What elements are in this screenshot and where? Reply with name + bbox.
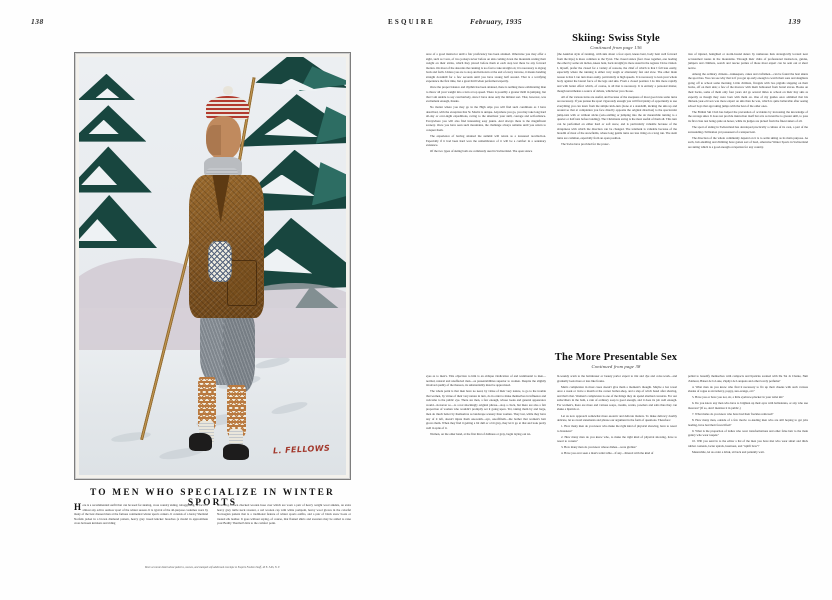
paragraph: 10. Will you send in to the editor a list of the men you have met who wear smart and thick rubber contents, lacier spirals, lussitoux, and "uplift bras"? xyxy=(688,439,808,448)
left-article-title: TO MEN WHO SPECIALIZE IN WINTER SPORTS xyxy=(89,488,336,508)
cap-pompom xyxy=(223,86,233,95)
article-1-continued: Continued from page 136 xyxy=(590,45,642,50)
paragraph: The British Ski Club has helped the prevention of accidents by increasing the knowledge of the average skier. It does not provide instruction itself but acts as incentive to greater skill, to pass its first class test being quite an honor, while its judges are picked from the finest skiers of all. xyxy=(688,109,808,123)
paragraph: The sport of skiing in Switzerland has developed practically a culture of its own, a part of the surrounding civilization yet possessed of a unique bent. xyxy=(688,124,808,134)
article-2-title: The More Presentable Sex xyxy=(554,352,678,363)
article-1-column-1 xyxy=(426,52,546,342)
left-article-columns xyxy=(74,503,351,561)
dropcap: H xyxy=(74,502,82,512)
paragraph: 9. What is the proportion of ladies who wear transformations and other false hair to the male gentry who wear toupés? xyxy=(688,428,808,438)
paragraph: The direction of the whole community depend on it is to settle skiing as its main purpose. As such, bob-sledding and climbing have gotten sort of bred, otherwise Winter Sports in Switzerland are skiing which is a good enough occupation for any country. xyxy=(688,135,808,149)
glove-pattern xyxy=(208,241,231,281)
right-page xyxy=(400,0,832,600)
paragraph: eyes as to men's. This objection to him is an oblique vindication of and testimonial to men—normal, natural and unaffected men—as presentabilities superior to women. Despite the slightly involved quality of the thereon, its substantiality must be appreciated. xyxy=(426,374,546,388)
article-2-column-1 xyxy=(426,374,546,574)
paragraph: 7. What males do you know who have had their freckles removed? xyxy=(692,411,774,416)
paragraph: Of the two types of skiing both are commonly used in Switzerland. The open stance xyxy=(430,149,533,154)
article-2-column-3 xyxy=(688,374,808,574)
skier-illustration xyxy=(79,57,346,475)
article-1-column-2 xyxy=(557,52,677,342)
paragraph: 1. How many men do you know who make the right kind of physical showing, have to resort to brassiere? xyxy=(557,424,677,433)
paragraph: Among the ordinary citizens—innkeepers, cakes and craftsmen—can be found the best skiers the sport has. You can see why that is if you get up early enough to watch their sons and daughters going off to school some morning. Little children, fiveguls with two pigtails slapping on their backs, off on their skis; a few of the morrow with them ballooned from barrel staves. Books on their backs, some of them only four years old go several miles to school on their tiny skis as expertly as though they were born with them on. One of my guides once admitted that his thirteen-year-old son was more expert on skis than he was, which is quite believable after seeing school boys that age taking jumps with the best of the older ones. xyxy=(688,71,808,108)
left-page xyxy=(0,0,400,600)
article-1-heading xyxy=(426,33,806,50)
paragraph: bi-weekly scam to the hairdresser or beauty parlor expert to tint and dye and color-wash—and gradually look more or less like freaks. xyxy=(557,374,677,383)
article-1-column-3 xyxy=(688,52,808,342)
skier-figure xyxy=(180,90,287,458)
paragraph: Women, on the other hand, at the first hint of dullness or gray, begin laying out toi- xyxy=(430,431,532,436)
paragraph: 6. Do you know any men who have to brighten up their eyes with belladonna, or any who use mascara? (If so, don't mention it in public.) xyxy=(688,401,808,410)
folio-right: 139 xyxy=(788,17,801,26)
left-article-body-2: breeches), brown checked woolen hose over which are worn a pair of heavy weight wool anklets, an extra heavy grey turtle neck sweater, a red woolen cap with white pompom, heavy wool gloves in the colorful Norwegian pattern that is a traditional feature of winter sports outfits, and a pair of black snow boots or treated elk leather. It goes without saying, of course, that flannel shirts and sweaters may be added to raise your Bodily Thermal Units to the comfort point. xyxy=(217,503,351,526)
paragraph: The experience of having attained the summit will return as a treasured recollection. Especially if it had been hard won the remembrance of it will be a comfort in a sedentary existence. xyxy=(426,134,546,148)
paragraph: 2. How many men do you know who, to make the right kind of physical showing, have to resort to corsets? xyxy=(557,434,677,444)
folio-left: 138 xyxy=(31,17,44,26)
face-shadow xyxy=(206,125,221,154)
paragraph: No matter where you may go in the High Alps you will find such conditions as I have described, with the exception that St. Moritz is unique. Anywhere you go, you may take long hard all-day or over-night expeditions, racing to the uttermost your skill, courage and self-reliance. Everywhere you will also find interesting easy jaunts. And always there is the magnificent scenery. Once you have seen such mountains, the challenge always remains until you return to conquer them. xyxy=(426,105,546,132)
left-article-column-1 xyxy=(74,503,208,561)
article-2-continued: Continued from page 38 xyxy=(591,364,641,369)
paragraph: The Swiss have provided for the protec- xyxy=(561,141,610,146)
paragraph: Meanwhile, let us order a drink, sit back and patiently wait. xyxy=(692,449,765,454)
paragraph: Once the proper balance and rhythm has been attained, there is nothing more exhilarating than to throw all your weight into a turn at top speed. There is possibly a greater thrill in jumping, but that I am unable to say conclusively, since I have done only the mildest sort. That, however, was excitement enough, thanks. xyxy=(426,85,546,104)
artist-signature: L. FELLOWS xyxy=(272,443,331,456)
paragraph: The whole point is that men have no need, by virtue of their very nature, to go to the trouble that women, by virtue of their very nature in turn, do in order to make themselves in influence and welcome to the public eye. There are men, a few enough, whose looks and general appearance would—however so—to a not shockingly original phrase—stop a clock, but there are also a fair proportion of women who wouldn't promptly set it going upon. Yet, taking them by and large, men do much better by themselves as landscape scenery than women. They last, while they have any of it left, doesn't injure them one-tenth—aye, one-fiftieth—the bother that women's hair grows them. When they find it getting a bit dull or a bit gray, they let it go at that and look pretty well in spite of it. xyxy=(426,389,546,430)
paragraph: 4. Have you ever seen a man's toilet table—if any—littered with the kind of xyxy=(561,451,654,456)
paragraph: tion of injured, benighted or storm-bound skiers by numerous huts strategically located near accustomed routes in the mountains. Through their clubs of professional instructors, guides, jumpers and climbers, search and rescue parties of those most expert can be sent out at short notice. xyxy=(688,52,808,70)
breeches-right xyxy=(223,311,255,392)
boot-right xyxy=(223,444,249,461)
issue-date: February, 1935 xyxy=(470,17,522,26)
illustration-frame xyxy=(74,52,351,480)
paragraph: (the Austrian style of running, with skis about a foot apart, knees bent, body bent well forward from the hips) is more common to the Tyrol. The closed stance (feet close together, one leading the other by some six inches, knees bent, back straight) is more usual in the regions I have visited. I, myself, prefer the closed for a variety of reasons, the chief of which is that I fall less easily, especially where the running is either very tough or alternately fast and slow. The other main reason is that I can turn more easily, particularly at high speeds. It is necessary to lean your whole body against the lateral force of the legs and skis. From a closed position I do this more rapidly and with better effect which, of course, is all that is necessary. It is entirely a personal matter, though nevertheless a source of debate, whichever you choose. xyxy=(557,52,677,93)
article-1-title: Skiing: Swiss Style xyxy=(572,33,660,44)
masthead: ESQUIRE xyxy=(388,18,435,26)
jacket-pocket xyxy=(227,260,257,306)
left-article-column-2 xyxy=(217,503,351,561)
boot-left xyxy=(189,433,212,451)
article-2-column-2 xyxy=(557,374,677,574)
left-article-credit: More accurate detail about patterns, weaves, and stamped self-addressed envelope to Esquire Fashion Staff, 40 E. 34th, N. Y. xyxy=(145,566,280,569)
paragraph: 8. How many men, outside of a few movie co-leading men who are still hoping to get jobs leading, have had their faces lifted? xyxy=(688,418,808,427)
paragraph: 5. Have you or have you not, sir, a little eyebrow-plucker in your toilet kit? xyxy=(692,395,784,400)
paragraph: Let us now approach somewhat more esoteric and delicate matters. To make delicacy doubly delicate, let us avoid statements and phrase our argument in the form of questions. Therefore: xyxy=(557,413,677,423)
paragraph: 3. How many men do you know whose dishes—were girdles? xyxy=(561,445,637,450)
paragraph: Men's complexion in most cases doesn't give them a moment's thought. Maybe a hot towel once a week or twice a month at the corner barber-shop, and a slap of witch hazel after shaving, and that's that. Women's complexion is one of the things they do spend alarmed concerns. For our subscribers in the bath, a rain of ordinary soap is good enough, and it does its job well enough. For women's, there are more and various soaps, creams, scents, powders and salts thus they can shake a lipstick at. xyxy=(557,384,677,412)
article-2-columns xyxy=(426,374,808,574)
paragraph: pelled to beautify themselves with compacts and lipsticks scented with De Toi Je Chante, Nuit d'Amour, Baiser de la Lune, Zéphyr de Lanquois and other lovely perfume? xyxy=(688,374,808,383)
article-1-columns xyxy=(426,52,808,342)
paragraph: ance of a good instructor until a fair proficiency has been attained. Otherwise you may offer a sight, such as I saw, of two jockeys never before on skis coming down the mountain resting their weight on their sticks, which they placed before them at each step lest there be any forward motion. On most of the descents the running is too fast to take straight on; it is necessary to zigzag back and forth. Unless you are to stop and kick-turn at the end of every traverse, it means bending straight downhill for a few seconds until you have swung half around. That is a terrifying experience the first time, but a great thrill when performed expertly. xyxy=(426,52,546,84)
left-article-body-1: ere is a recommended outfit that can be used for skating, cross country skiing, tobogganing, in fact for almost any active outdoor sport of the winter season. It is typical of the all-purpose costumes worn by many of the best dressed men at the famous continental winter sports centers. It consists of a heavy Shetland Norfolk jacket in a brown diamond pattern, heavy grey tweed knicker breeches (a model in approximate cross between knickers and riding xyxy=(74,503,208,526)
paragraph: All of the various turns are useful, and because of the steepness of most good runs some turns are necessary. If you pursue the sport vigorously enough you will find plenty of opportunity to use everything you can learn from the simple kick-turn (done at a standstill, kicking the skis up and around so that at completion you face directly opposite the original direction) to the spectacular jump-turn with or without sticks (solo-stalling or jumping into the air meanwhile turning to a quarter or half turn before landing). The Christiania swing is the most useful of them all. This turn can be performed on either hard or soft snow, and is particularly valuable because of the abruptness with which the direction can be changed. The telemark is valuable because of the breadth of most of the snowfields, where long gentle turns are less tiring on a long run. The stem turns are common, especially from an open position. xyxy=(557,94,677,140)
paragraph: 4. What men do you know who find it necessary to fix up their cheeks with such various shades of rogue as strawberry, poppy, sun-orange, etc? xyxy=(688,384,808,394)
article-2-heading xyxy=(426,352,806,369)
